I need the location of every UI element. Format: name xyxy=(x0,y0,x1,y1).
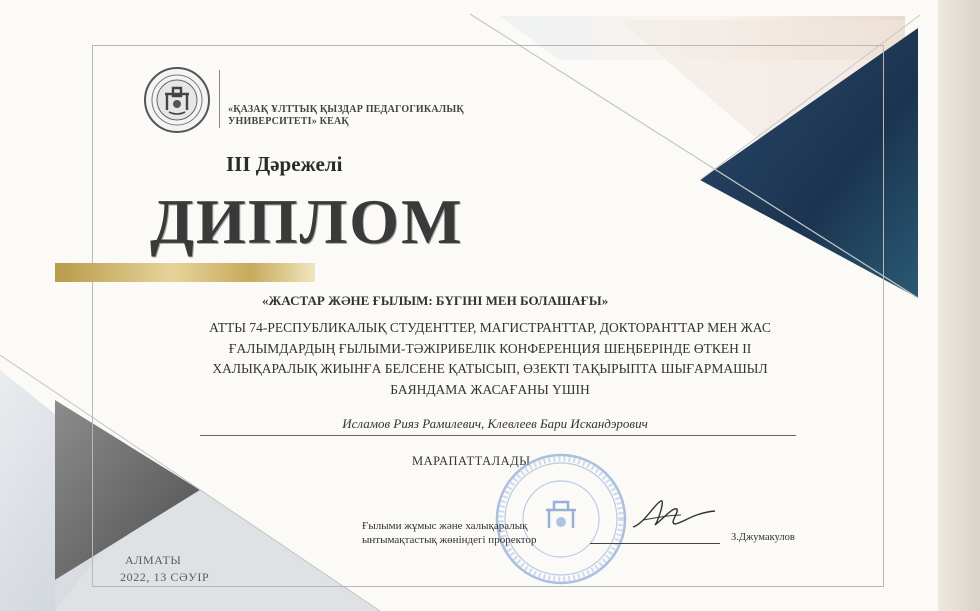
signatory-position-line1: Ғылыми жұмыс және халықаралық xyxy=(362,520,528,532)
issue-date: 2022, 13 СӘУІР xyxy=(120,570,210,584)
signature-line xyxy=(590,543,720,544)
recipient-names: Исламов Рияз Рамилевич, Клевлеев Бари Искандэрович xyxy=(342,416,648,431)
recipient-underline xyxy=(200,435,796,436)
gold-accent-bar xyxy=(55,263,315,282)
signatory-position xyxy=(362,519,602,547)
university-emblem-icon xyxy=(143,66,211,134)
award-reason-line: ХАЛЫҚАРАЛЫҚ ЖИЫНҒА БЕЛСЕНЕ ҚАТЫСЫП, ӨЗЕКТІ ТАҚЫРЫПТА ШЫҒАРМАШЫЛ xyxy=(212,361,768,376)
award-reason xyxy=(95,318,885,400)
organization-name-line1: «ҚАЗАҚ ҰЛТТЫҚ ҚЫЗДАР ПЕДАГОГИКАЛЫҚ xyxy=(228,104,464,115)
diploma-title: ДИПЛОМ xyxy=(150,186,464,257)
issue-city: АЛМАТЫ xyxy=(125,553,182,567)
award-reason-line: ҒАЛЫМДАРДЫҢ ҒЫЛЫМИ-ТӘЖІРИБЕЛІК КОНФЕРЕНЦИЯ ШЕҢБЕРІНДЕ ӨТКЕН ІІ xyxy=(228,340,752,356)
conference-name: «ЖАСТАР ЖӘНЕ ҒЫЛЫМ: БҮГІНІ МЕН БОЛАШАҒЫ» xyxy=(262,293,609,308)
award-reason-line: БАЯНДАМА ЖАСАҒАНЫ ҮШІН xyxy=(390,381,590,397)
logo-separator xyxy=(219,70,220,128)
award-reason-line: АТТЫ 74-РЕСПУБЛИКАЛЫҚ СТУДЕНТТЕР, МАГИСТРАНТТАР, ДОКТОРАНТТАР МЕН ЖАС xyxy=(209,320,771,335)
signatory-name: З.Джумакулов xyxy=(731,532,795,543)
signatory-position-line2: ынтымақтастық жөніндегі проректор xyxy=(362,534,537,546)
degree-label: ІІІ Дәрежелі xyxy=(226,152,343,176)
organization-name-line2: УНИВЕРСИТЕТІ» КЕАҚ xyxy=(228,116,349,127)
handwritten-signature-icon xyxy=(625,493,720,538)
awarded-label: МАРАПАТТАЛАДЫ xyxy=(412,454,531,468)
organization-name xyxy=(228,104,548,128)
paper-edge xyxy=(938,0,980,611)
